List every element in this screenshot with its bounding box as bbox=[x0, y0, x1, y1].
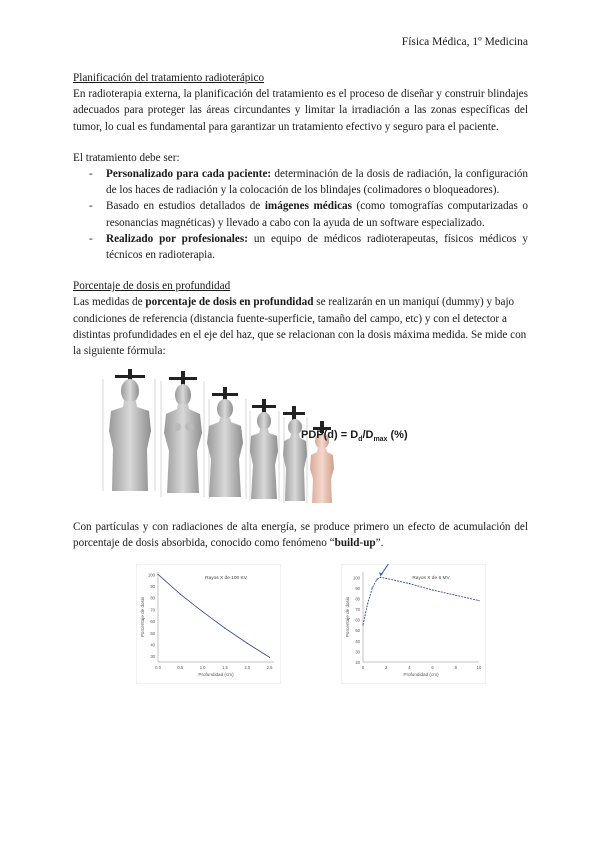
x-tick-label: 10 bbox=[476, 664, 482, 670]
document-body bbox=[73, 70, 528, 694]
x-tick-label: 2.0 bbox=[244, 664, 251, 670]
data-point bbox=[386, 577, 387, 578]
y-tick-label: 100 bbox=[353, 574, 360, 580]
chart-title: Rayos X de 6 MV bbox=[412, 575, 450, 581]
y-tick-label: 90 bbox=[355, 585, 360, 591]
y-tick-label: 50 bbox=[150, 630, 155, 636]
y-tick-label: 70 bbox=[355, 606, 360, 612]
charts-row bbox=[73, 564, 528, 694]
x-axis-label: Profundidad (cm) bbox=[403, 671, 439, 677]
data-point bbox=[372, 587, 373, 588]
section-heading-planning: Planificación del tratamiento radioterápico bbox=[73, 72, 265, 84]
x-tick-label: 1.0 bbox=[199, 664, 206, 670]
data-point bbox=[409, 583, 410, 584]
x-tick-label: 8 bbox=[454, 664, 457, 670]
data-point bbox=[157, 573, 158, 574]
y-axis-label: Porcentaje de dosis bbox=[345, 596, 350, 637]
y-tick-label: 100 bbox=[148, 571, 155, 577]
data-point bbox=[362, 624, 363, 625]
y-tick-label: 70 bbox=[150, 607, 155, 613]
data-point bbox=[367, 603, 368, 604]
section-heading-pdd: Porcentaje de dosis en profundidad bbox=[73, 280, 231, 293]
data-point bbox=[180, 593, 181, 594]
y-axis-label: Porcentaje de dosis bbox=[140, 596, 145, 637]
x-tick-label: 4 bbox=[408, 664, 411, 670]
x-tick-label: 0.5 bbox=[177, 664, 184, 670]
y-tick-label: 30 bbox=[150, 653, 155, 659]
requirements-list bbox=[73, 166, 528, 263]
list-item: - Realizado por profesionales: un equipo de médicos radioterapeutas, físicos médicos y técnicos en radioterapia. bbox=[89, 232, 528, 262]
x-tick-label: 6 bbox=[431, 664, 434, 670]
pdd-paragraph: Las medidas de porcentaje de dosis en profundidad se realizarán en un maniquí (dummy) y bajo condiciones de referencia (distancia fuente-superficie, tamaño del campo, etc) y con el detector a distintas profundidades en el eje del haz, que se relacionan con la dosis máxima medida. Se mide con la siguiente fórmula: bbox=[73, 296, 527, 358]
chart-6mv bbox=[341, 564, 486, 684]
phantom-figure bbox=[73, 369, 528, 519]
y-tick-label: 60 bbox=[355, 617, 360, 623]
y-tick-label: 90 bbox=[150, 583, 155, 589]
data-point bbox=[224, 627, 225, 628]
pdp-formula: $PDP(d) = D_d/D_{max}$ (%) bbox=[301, 429, 408, 444]
data-point bbox=[247, 642, 248, 643]
planning-lead: El tratamiento debe ser: bbox=[73, 151, 180, 164]
running-header: Física Médica, 1º Medicina bbox=[401, 36, 528, 48]
y-tick-label: 40 bbox=[355, 638, 360, 644]
data-point bbox=[202, 611, 203, 612]
data-point bbox=[455, 594, 456, 595]
data-point bbox=[269, 656, 270, 657]
y-tick-label: 80 bbox=[150, 595, 155, 601]
data-point bbox=[376, 578, 377, 579]
chart-100kv bbox=[136, 564, 281, 684]
y-tick-label: 60 bbox=[150, 618, 155, 624]
x-tick-label: 1.5 bbox=[222, 664, 228, 670]
x-tick-label: 2.5 bbox=[266, 664, 273, 670]
y-tick-label: 80 bbox=[355, 596, 360, 602]
planning-intro: En radioterapia externa, la planificación del tratamiento es el proceso de diseñar y construir blindajes adecuados para proteger las áreas circundantes y limitar la irradiación a las zonas específicas del tumor, lo cual es fundamental para garantizar un tratamiento efectivo y seguro para el paciente. bbox=[73, 88, 528, 133]
buildup-paragraph: Con partículas y con radiaciones de alta energía, se produce primero un efecto de acumulación del porcentaje de dosis absorbida, conocido como fenómeno “build-up”. bbox=[73, 521, 528, 550]
list-item: - Basado en estudios detallados de imágenes médicas (como tomografías computarizadas o resonancias magnéticas) y llevado a cabo con la ayuda de un software especializado. bbox=[89, 200, 529, 229]
list-item: - Personalizado para cada paciente: determinación de la dosis de radiación, la configuración de los haces de radiación y la colocación de los blindajes (colimadores o bloqueadores). bbox=[89, 168, 528, 197]
data-point bbox=[478, 600, 479, 601]
x-tick-label: 0 bbox=[361, 664, 365, 670]
y-tick-label: 40 bbox=[150, 642, 155, 648]
y-tick-label: 50 bbox=[355, 627, 360, 633]
x-axis-label: Profundidad (cm) bbox=[198, 671, 234, 677]
x-tick-label: 0.0 bbox=[155, 664, 161, 670]
y-tick-label: 20 bbox=[355, 659, 360, 665]
x-tick-label: 2 bbox=[385, 664, 388, 670]
chart-title: Rayos X de 100 KV bbox=[205, 575, 247, 581]
data-point bbox=[380, 576, 381, 577]
y-tick-label: 30 bbox=[355, 649, 360, 655]
data-point bbox=[432, 589, 433, 590]
